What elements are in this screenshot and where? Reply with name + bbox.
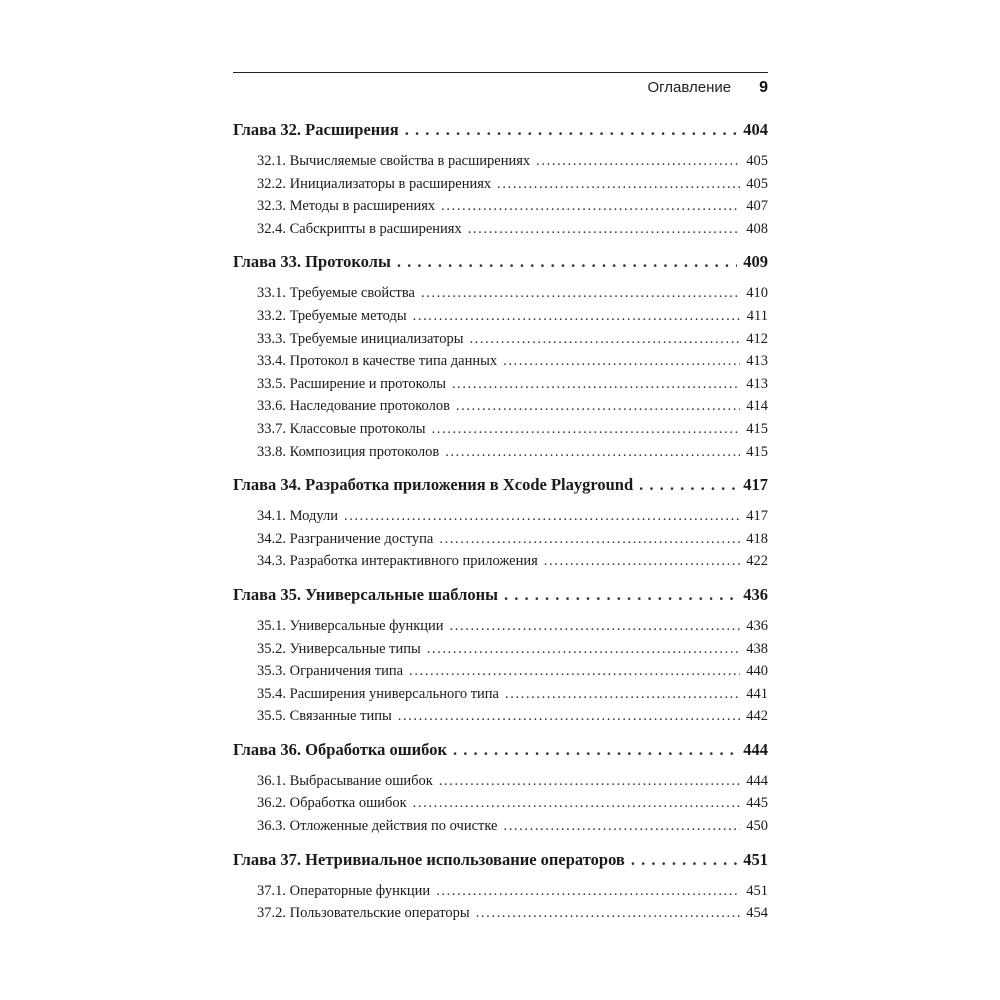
toc-chapter-title: Глава 32. Расширения (233, 120, 399, 139)
toc-chapter-entry[interactable] (233, 582, 768, 608)
toc-dot-leader (445, 441, 740, 464)
toc-section-entry[interactable] (233, 350, 768, 373)
toc-section-entry[interactable] (233, 615, 768, 638)
toc-section-entry[interactable] (233, 395, 768, 418)
toc-dot-leader (439, 770, 740, 793)
toc-section-title: 37.2. Пользовательские операторы (257, 905, 470, 922)
toc-dot-leader (397, 249, 737, 275)
toc-section-page: 411 (746, 307, 768, 324)
toc-dot-leader (469, 328, 740, 351)
toc-section-page: 405 (746, 175, 768, 192)
toc-dot-leader (441, 195, 740, 218)
toc-section-title: 33.7. Классовые протоколы (257, 420, 426, 437)
toc-chapter-page: 417 (743, 475, 768, 495)
toc-chapter-entry[interactable] (233, 737, 768, 763)
toc-section-entry[interactable] (233, 218, 768, 241)
toc-dot-leader (344, 505, 740, 528)
toc-section-title: 36.2. Обработка ошибок (257, 795, 407, 812)
toc-chapter-entry[interactable] (233, 847, 768, 873)
toc-section-entry[interactable] (233, 683, 768, 706)
toc-section-title: 35.1. Универсальные функции (257, 617, 444, 634)
toc-chapter-entry[interactable] (233, 472, 768, 498)
toc-dot-leader (631, 847, 737, 873)
toc-dot-leader (505, 683, 740, 706)
toc-chapter-title: Глава 36. Обработка ошибок (233, 739, 447, 759)
toc-section-title: 33.1. Требуемые свойства (257, 285, 415, 302)
toc-dot-leader (427, 638, 740, 661)
toc-section-title: 35.2. Универсальные типы (257, 640, 421, 657)
toc-section-entry[interactable] (233, 150, 768, 173)
toc-dot-leader (405, 117, 738, 143)
toc-section-title: 34.1. Модули (257, 508, 338, 525)
toc-section-entry[interactable] (233, 305, 768, 328)
toc-chapter-page: 444 (743, 739, 768, 759)
toc-section-title: 34.2. Разграничение доступа (257, 530, 434, 547)
toc-chapter (233, 737, 768, 838)
toc-section-title: 37.1. Операторные функции (257, 882, 431, 899)
toc-dot-leader (536, 150, 740, 173)
toc-section-title: 36.1. Выбрасывание ошибок (257, 772, 433, 789)
toc-section-page: 438 (746, 640, 768, 657)
toc-section-entry[interactable] (233, 705, 768, 728)
toc-section-title: 32.1. Вычисляемые свойства в расширениях (257, 153, 531, 169)
toc-section-page: 408 (746, 220, 768, 237)
toc-section-entry[interactable] (233, 195, 768, 218)
toc-dot-leader (504, 582, 737, 608)
toc-section-page: 412 (746, 330, 768, 347)
toc-section-page: 445 (746, 795, 768, 812)
toc-section-title: 33.6. Наследование протоколов (257, 398, 450, 415)
toc-dot-leader (409, 660, 740, 683)
toc-section-title: 33.4. Протокол в качестве типа данных (257, 353, 498, 370)
table-of-contents (233, 117, 768, 934)
toc-section-title: 34.3. Разработка интерактивного приложения (257, 553, 538, 570)
toc-dot-leader (503, 815, 740, 838)
toc-section-entry[interactable] (233, 792, 768, 815)
toc-dot-leader (452, 373, 740, 396)
toc-section-page: 414 (746, 398, 768, 415)
toc-section-title: 35.5. Связанные типы (257, 708, 392, 725)
toc-dot-leader (432, 418, 741, 441)
toc-dot-leader (544, 550, 740, 573)
toc-section-page: 441 (746, 685, 768, 702)
toc-dot-leader (453, 737, 737, 763)
toc-chapter-entry[interactable] (233, 117, 768, 143)
toc-section-title: 32.3. Методы в расширениях (257, 198, 436, 215)
toc-section-entry[interactable] (233, 880, 768, 903)
toc-section-entry[interactable] (233, 550, 768, 573)
toc-section-page: 444 (746, 772, 768, 789)
toc-dot-leader (503, 350, 740, 373)
toc-dot-leader (497, 173, 740, 196)
toc-section-entry[interactable] (233, 328, 768, 351)
toc-dot-leader (421, 282, 740, 305)
toc-dot-leader (639, 472, 737, 498)
toc-section-title: 33.5. Расширение и протоколы (257, 375, 446, 392)
toc-chapter-title: Глава 33. Протоколы (233, 252, 391, 272)
toc-section-page: 415 (746, 443, 768, 460)
toc-chapter-title: Глава 35. Универсальные шаблоны (233, 584, 499, 604)
toc-chapter-page: 436 (743, 584, 768, 604)
toc-chapter-page: 404 (743, 120, 768, 139)
toc-section-entry[interactable] (233, 770, 768, 793)
toc-section-title: 33.8. Композиция протоколов (257, 443, 440, 460)
toc-section-entry[interactable] (233, 528, 768, 551)
toc-dot-leader (413, 792, 741, 815)
toc-section-page: 417 (746, 508, 768, 525)
toc-section-page: 450 (746, 818, 768, 835)
toc-chapter-title: Глава 37. Нетривиальное использование операторов (233, 849, 625, 869)
toc-section-page: 436 (746, 617, 768, 634)
toc-chapter (233, 582, 768, 728)
running-header (233, 72, 768, 107)
toc-section-entry[interactable] (233, 638, 768, 661)
toc-chapter-title: Глава 34. Разработка приложения в Xcode Playground (233, 475, 634, 495)
toc-dot-leader (456, 395, 740, 418)
toc-section-page: 451 (746, 882, 768, 899)
toc-chapter-page: 409 (743, 252, 768, 272)
toc-section-entry[interactable] (233, 902, 768, 925)
toc-section-page: 454 (746, 905, 768, 922)
toc-section-entry[interactable] (233, 815, 768, 838)
toc-section-page: 440 (746, 663, 768, 680)
toc-section-page: 442 (746, 708, 768, 725)
toc-chapter (233, 847, 768, 925)
page-number: 9 (759, 79, 768, 96)
toc-section-title: 35.3. Ограничения типа (257, 663, 404, 680)
toc-section-title: 36.3. Отложенные действия по очистке (257, 818, 498, 835)
toc-section-entry[interactable] (233, 173, 768, 196)
toc-section-page: 422 (746, 553, 768, 570)
toc-dot-leader (476, 902, 741, 925)
toc-dot-leader (468, 218, 741, 241)
toc-section-page: 415 (746, 420, 768, 437)
toc-section-title: 33.2. Требуемые методы (257, 307, 407, 324)
running-title: Оглавление (647, 79, 732, 96)
header-content (647, 79, 768, 97)
toc-section-page: 410 (746, 285, 768, 302)
toc-dot-leader (436, 880, 740, 903)
toc-section-page: 418 (746, 530, 768, 547)
toc-section-page: 405 (746, 153, 768, 169)
toc-section-entry[interactable] (233, 282, 768, 305)
book-page (233, 0, 768, 1000)
toc-section-title: 35.4. Расширения универсального типа (257, 685, 499, 702)
toc-dot-leader (413, 305, 741, 328)
toc-section-page: 413 (746, 353, 768, 370)
toc-chapter (233, 472, 768, 573)
toc-section-entry[interactable] (233, 660, 768, 683)
toc-dot-leader (398, 705, 741, 728)
toc-section-entry[interactable] (233, 505, 768, 528)
toc-section-entry[interactable] (233, 441, 768, 464)
toc-chapter (233, 249, 768, 463)
toc-section-title: 32.4. Сабскрипты в расширениях (257, 220, 462, 237)
toc-chapter-entry[interactable] (233, 249, 768, 275)
toc-section-title: 32.2. Инициализаторы в расширениях (257, 175, 492, 192)
toc-section-page: 413 (746, 375, 768, 392)
toc-chapter (233, 117, 768, 240)
toc-section-entry[interactable] (233, 373, 768, 396)
toc-dot-leader (439, 528, 740, 551)
toc-section-page: 407 (746, 198, 768, 215)
toc-section-entry[interactable] (233, 418, 768, 441)
toc-section-title: 33.3. Требуемые инициализаторы (257, 330, 464, 347)
toc-chapter-page: 451 (743, 849, 768, 869)
toc-dot-leader (450, 615, 741, 638)
